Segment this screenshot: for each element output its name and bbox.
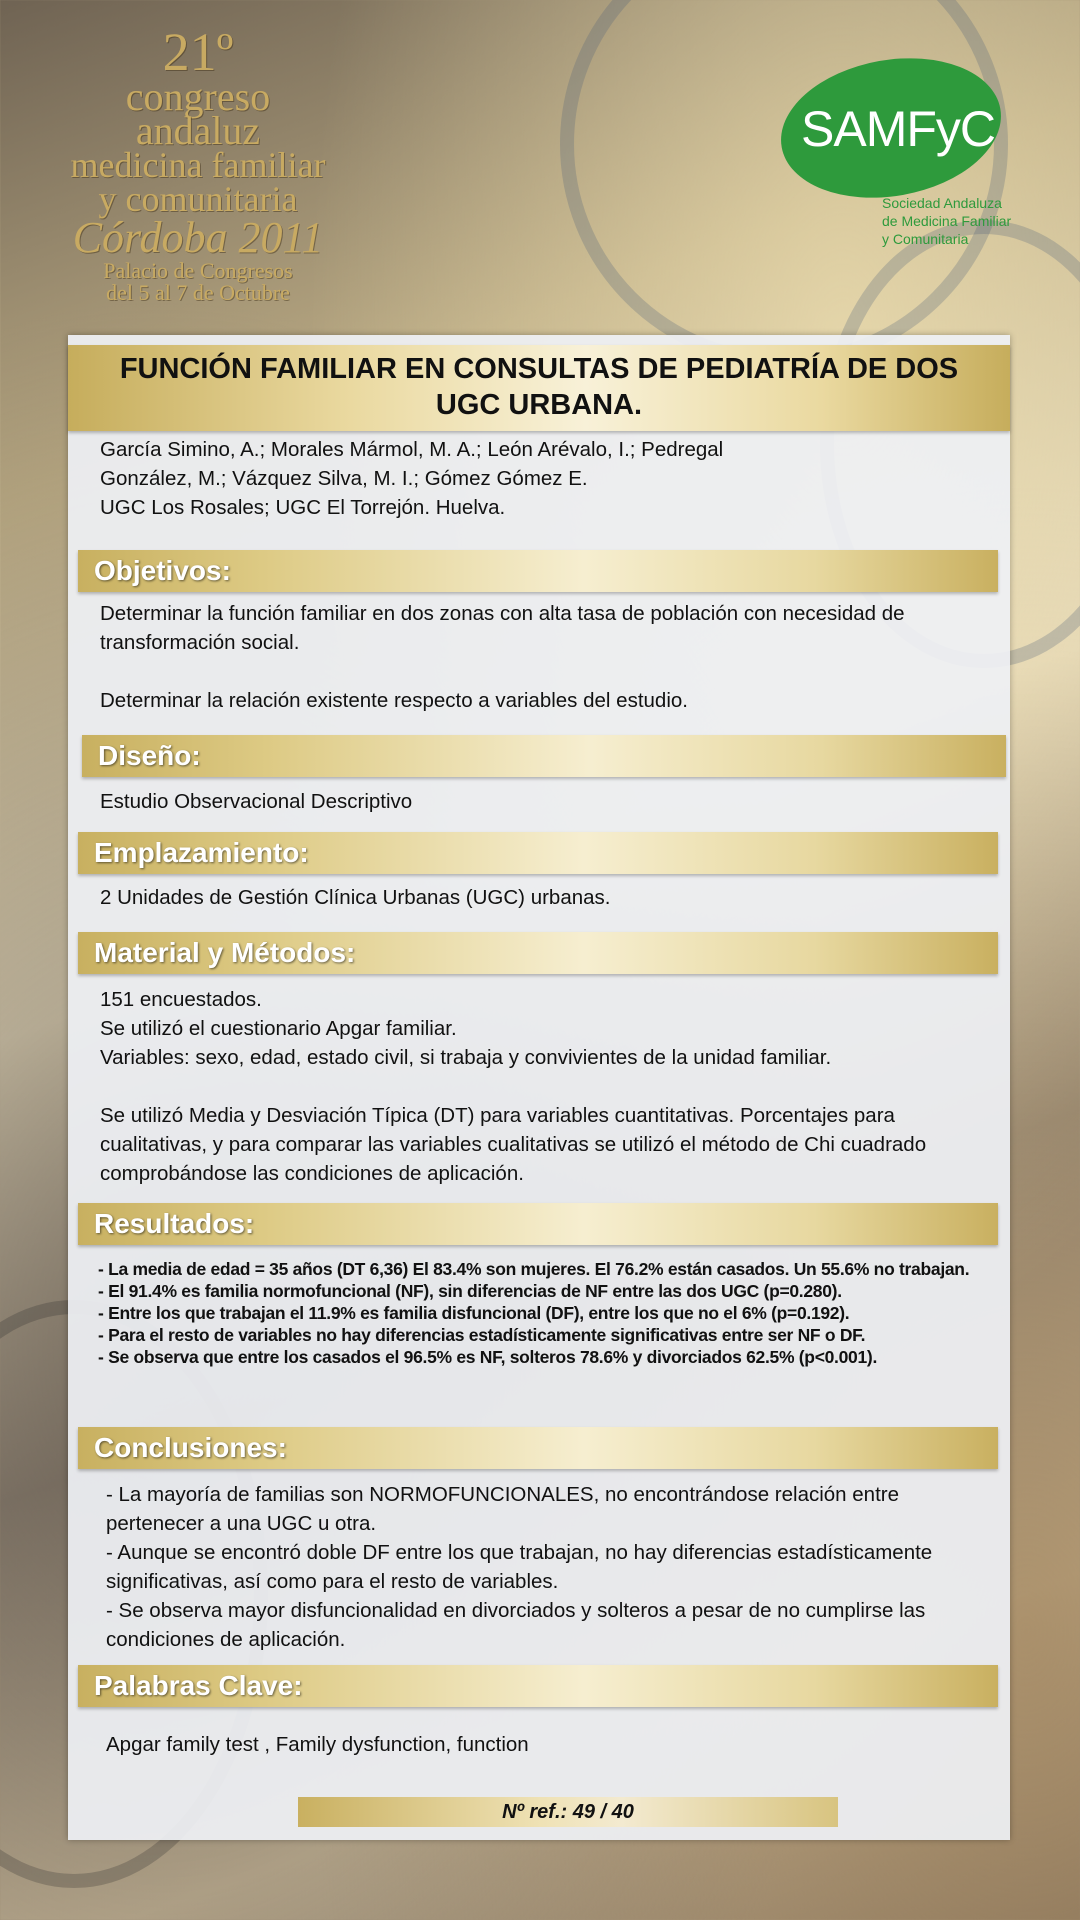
title-line: UGC URBANA.: [435, 389, 643, 421]
section-heading: Emplazamiento:: [94, 837, 309, 868]
society-name-line: y Comunitaria: [882, 231, 969, 247]
section-heading: Conclusiones:: [94, 1432, 287, 1463]
paragraph: 2 Unidades de Gestión Clínica Urbanas (UGC) urbanas.: [100, 886, 611, 909]
section-header-objetivos: [78, 550, 998, 592]
paragraph: Determinar la función familiar en dos zonas con alta tasa de población con necesidad de transformación social.: [100, 602, 905, 654]
congress-line: congreso: [125, 74, 271, 119]
samfyc-logo-text: SAMFyC: [801, 101, 995, 157]
reference-number: Nº ref.: 49 / 40: [502, 1801, 634, 1823]
congress-line: medicina familiar: [70, 145, 326, 185]
section-heading: Diseño:: [98, 740, 201, 771]
section-header-resultados: [78, 1203, 998, 1245]
affiliation: UGC Los Rosales; UGC El Torrejón. Huelva.: [100, 496, 506, 519]
material-text: [100, 985, 980, 1188]
list-item: - La media de edad = 35 años (DT 6,36) El 83.4% son mujeres. El 76.2% están casados. Un 55.6% no trabajan.: [98, 1259, 970, 1279]
congress-city-year: Córdoba 2011: [72, 213, 324, 262]
palabras-clave-text: [106, 1730, 966, 1759]
section-heading: Resultados:: [94, 1208, 255, 1239]
conclusiones-list: [106, 1480, 966, 1654]
paragraph: Estudio Observacional Descriptivo: [100, 790, 413, 813]
congress-dates: del 5 al 7 de Octubre: [106, 280, 290, 305]
poster-panel: [68, 335, 1010, 1840]
emplazamiento-text: [100, 883, 950, 912]
diseno-text: [100, 787, 950, 816]
objetivos-text: [100, 599, 950, 715]
authors-block: [100, 435, 980, 522]
paragraph: Se utilizó el cuestionario Apgar familiar.: [100, 1017, 457, 1040]
list-item: - Se observa que entre los casados el 96.5% es NF, solteros 78.6% y divorciados 62.5% (p<0.001).: [98, 1347, 878, 1367]
section-header-diseno: [82, 735, 1006, 777]
paragraph: Determinar la relación existente respecto a variables del estudio.: [100, 689, 688, 712]
society-name-line: de Medicina Familiar: [882, 213, 1012, 229]
paragraph: Variables: sexo, edad, estado civil, si trabaja y convivientes de la unidad familiar.: [100, 1046, 832, 1069]
poster-title: [68, 351, 1010, 423]
congress-venue: Palacio de Congresos: [103, 258, 293, 283]
section-header-conclusiones: [78, 1427, 998, 1469]
authors-line: González, M.; Vázquez Silva, M. I.; Gómez Gómez E.: [100, 467, 588, 490]
paragraph: 151 encuestados.: [100, 988, 262, 1011]
list-item: - Aunque se encontró doble DF entre los que trabajan, no hay diferencias estadísticamente significativas, así como para el resto de variables.: [106, 1541, 933, 1593]
congress-number: 21º: [162, 22, 234, 82]
section-heading: Material y Métodos:: [94, 937, 356, 968]
reference-band: [298, 1797, 838, 1827]
resultados-list: [98, 1258, 988, 1368]
title-line: FUNCIÓN FAMILIAR EN CONSULTAS DE PEDIATRÍA DE DOS: [119, 353, 959, 385]
list-item: - Para el resto de variables no hay diferencias estadísticamente significativas entre ser NF o DF.: [98, 1325, 866, 1345]
congress-logo: [18, 22, 378, 305]
list-item: - Entre los que trabajan el 11.9% es familia disfuncional (DF), entre los que no el 6% (p=0.192).: [98, 1303, 850, 1323]
section-heading: Objetivos:: [94, 555, 231, 586]
congress-line: andaluz: [135, 108, 261, 153]
list-item: - Se observa mayor disfuncionalidad en divorciados y solteros a pesar de no cumplirse las condiciones de aplicación.: [106, 1599, 926, 1651]
society-name: [882, 194, 1022, 248]
section-header-material: [78, 932, 998, 974]
society-name-line: Sociedad Andaluza: [882, 195, 1002, 211]
paragraph: Se utilizó Media y Desviación Típica (DT) para variables cuantitativas. Porcentajes para cualitativas, y para comparar las variables cualitativas se utilizó el método de Chi cuadrado comprobándose las condiciones de aplicación.: [100, 1104, 927, 1185]
title-band: [68, 345, 1010, 431]
congress-line: y comunitaria: [98, 179, 298, 219]
list-item: - La mayoría de familias son NORMOFUNCIONALES, no encontrándose relación entre pertenecer a una UGC u otra.: [106, 1483, 900, 1535]
section-header-emplazamiento: [78, 832, 998, 874]
section-header-palabras-clave: [78, 1665, 998, 1707]
paragraph: Apgar family test , Family dysfunction, function: [106, 1733, 529, 1756]
authors-line: García Simino, A.; Morales Mármol, M. A.; León Arévalo, I.; Pedregal: [100, 438, 724, 461]
list-item: - El 91.4% es familia normofuncional (NF), sin diferencias de NF entre las dos UGC (p=0.280).: [98, 1281, 842, 1301]
section-heading: Palabras Clave:: [94, 1670, 303, 1701]
samfyc-logo: [780, 60, 1010, 260]
